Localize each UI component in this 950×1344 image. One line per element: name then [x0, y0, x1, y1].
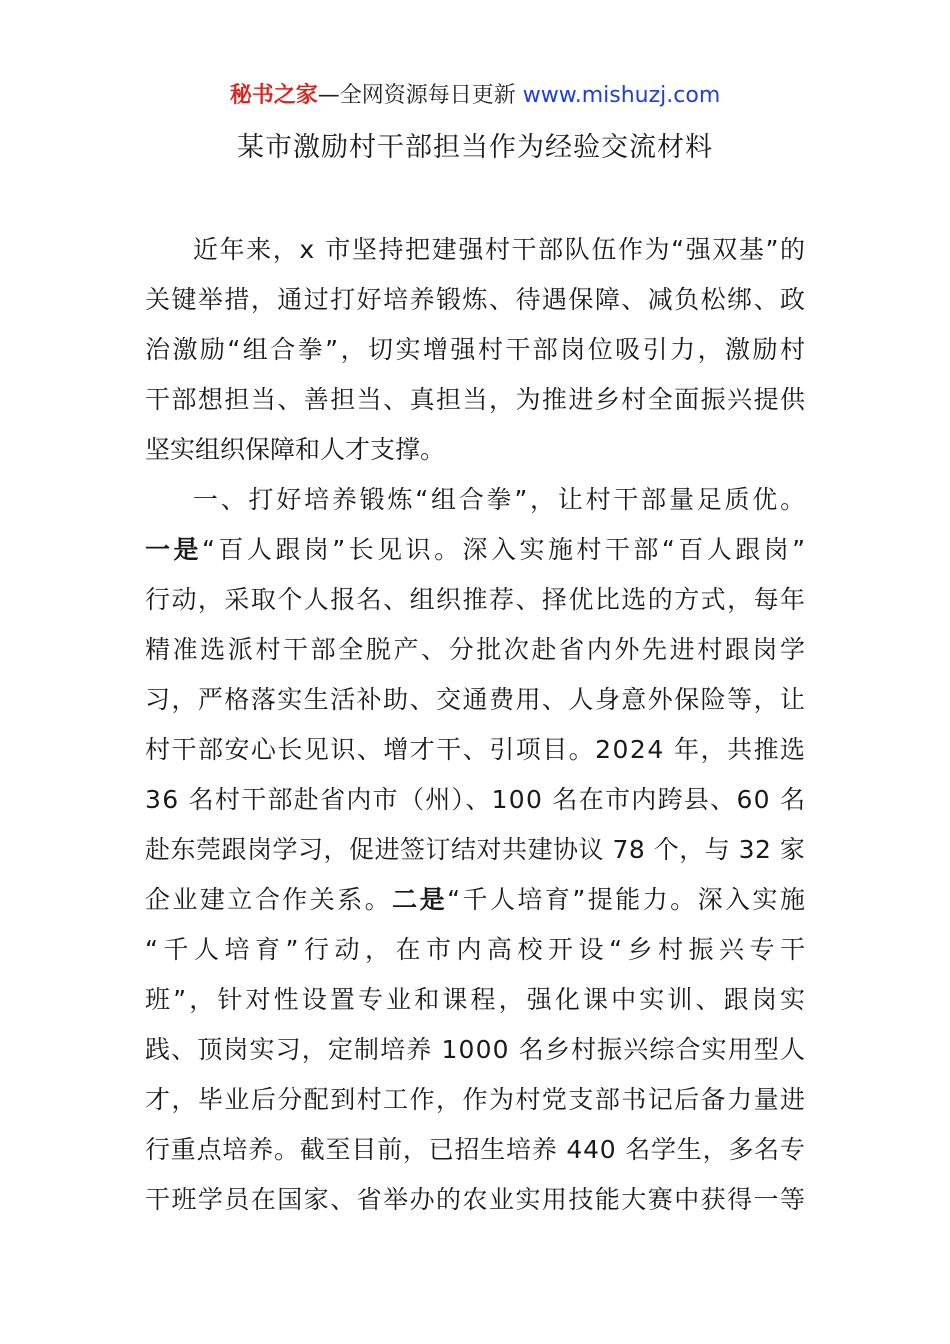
body-line: [145, 632, 808, 668]
body-line: [145, 1032, 806, 1068]
body-text-segment: “百人跟岗”长见识。深入实施村干部“百人跟岗”: [201, 535, 809, 564]
banner-tagline: —全网资源每日更新: [317, 83, 516, 108]
body-line: [145, 932, 811, 968]
body-text-segment: 一、打好培养锻炼“组合拳”，让村干部量足质优。: [193, 485, 808, 514]
brand-name: 秘书之家: [229, 83, 318, 108]
body-text-segment: 村干部安心长见识、增才干、引项目。2024 年，共推选: [145, 735, 807, 764]
body-text-segment: 治激励“组合拳”，切实增强村干部岗位吸引力，激励村: [145, 335, 808, 364]
body-text-segment: 赴东莞跟岗学习，促进签订结对共建协议 78 个，与 32 家: [145, 835, 806, 864]
body-text-segment: 36 名村干部赴省内市（州）、100 名在市内跨县、60 名: [145, 785, 807, 814]
body-text-segment: 班”，针对性设置专业和课程，强化课中实训、跟岗实: [145, 985, 809, 1014]
document-title: 某市激励村干部担当作为经验交流材料: [237, 132, 713, 163]
body-text-segment: 行重点培养。截至目前，已招生培养 440 名学生，多名专: [145, 1135, 806, 1164]
body-line: [145, 382, 807, 418]
body-line: [145, 882, 807, 918]
body-line: [145, 832, 805, 868]
body-line: [193, 232, 807, 268]
bold-lead-text: 二是: [392, 885, 448, 914]
site-banner: [0, 80, 950, 112]
body-text-segment: 干班学员在国家、省举办的农业实用技能大赛中获得一等: [145, 1185, 807, 1214]
body-line: [145, 1082, 807, 1118]
body-text-segment: 关键举措，通过打好培养锻炼、待遇保障、减负松绑、政: [145, 285, 807, 314]
body-text-segment: “千人培育”提能力。深入实施: [447, 885, 808, 914]
body-text-segment: 习，严格落实生活补助、交通费用、人身意外保险等，让: [145, 685, 807, 714]
body-line: [145, 432, 445, 468]
body-text-segment: 践、顶岗实习，定制培养 1000 名乡村振兴综合实用型人: [145, 1035, 807, 1064]
body-line: [145, 782, 806, 818]
site-url-link[interactable]: www.mishuzj.com: [522, 83, 721, 108]
body-line: [193, 482, 808, 518]
body-line: [145, 332, 807, 368]
body-line: [145, 282, 807, 318]
body-line: [145, 1182, 807, 1218]
body-text-segment: 精准选派村干部全脱产、分批次赴省内外先进村跟岗学: [145, 635, 808, 664]
body-line: [145, 732, 807, 768]
body-line: [145, 1132, 806, 1168]
body-text-segment: 近年来，x 市坚持把建强村干部队伍作为“强双基”的: [193, 235, 807, 264]
body-line: [145, 982, 808, 1018]
bold-lead-text: 一是: [145, 535, 202, 564]
body-text-segment: “千人培育”行动，在市内高校开设“乡村振兴专干: [145, 935, 811, 964]
body-text-segment: 行动，采取个人报名、组织推荐、择优比选的方式，每年: [145, 585, 807, 614]
body-line: [145, 682, 807, 718]
body-line: [145, 582, 807, 618]
body-text-segment: 才，毕业后分配到村工作，作为村党支部书记后备力量进: [145, 1085, 807, 1114]
body-line: [145, 532, 809, 568]
body-text-segment: 坚实组织保障和人才支撑。: [145, 435, 446, 464]
body-text-segment: 干部想担当、善担当、真担当，为推进乡村全面振兴提供: [145, 385, 807, 414]
body-text-segment: 企业建立合作关系。: [145, 885, 393, 914]
